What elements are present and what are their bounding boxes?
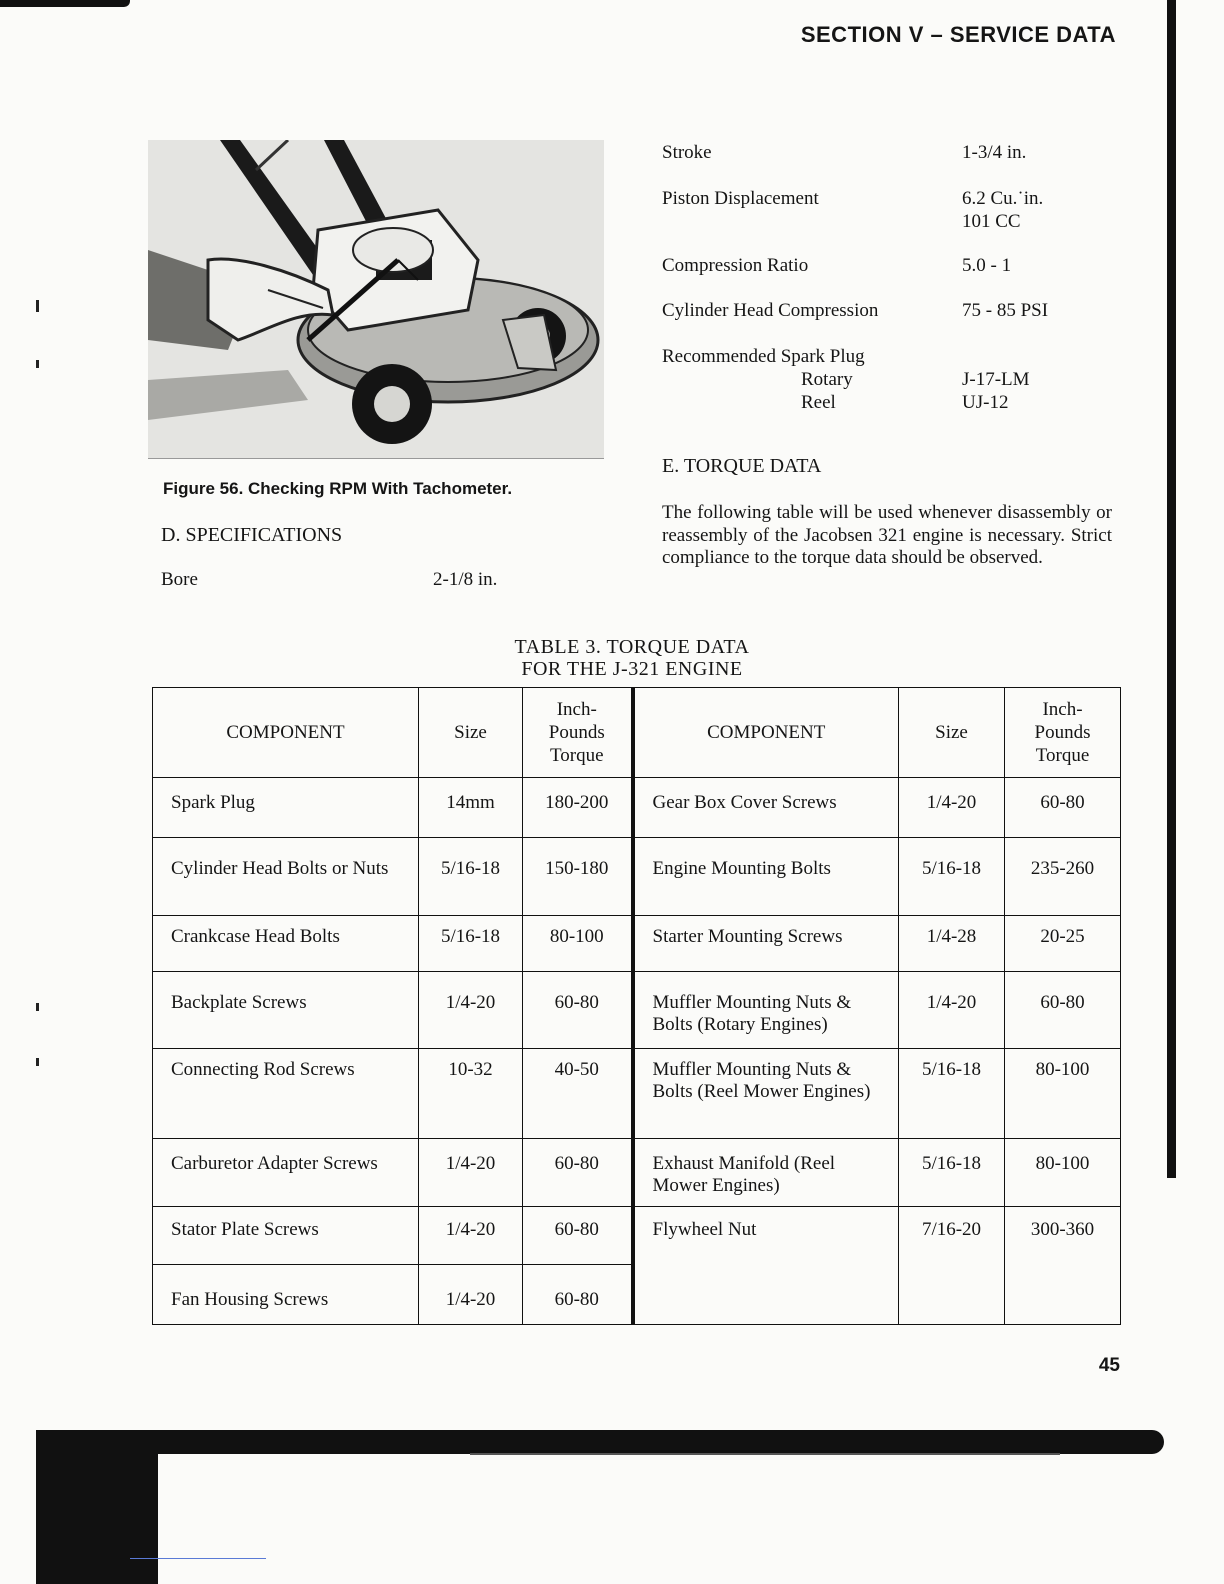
right-torque: 80-100	[1005, 1139, 1121, 1207]
section-header: SECTION V – SERVICE DATA	[800, 22, 1116, 47]
table-title	[0, 636, 1224, 680]
right-component: Starter Mounting Screws	[633, 916, 899, 972]
compression-ratio-value: 5.0 - 1	[962, 255, 1012, 276]
header-torque-line2: Pounds	[1034, 722, 1091, 743]
scan-speck	[36, 1003, 39, 1011]
bore-value: 2-1/8 in.	[433, 569, 498, 590]
table-row	[153, 972, 1121, 1049]
specifications-heading: D. SPECIFICATIONS	[161, 524, 343, 546]
left-size: 1/4-20	[419, 1207, 523, 1265]
left-component: Backplate Screws	[153, 972, 419, 1049]
left-component: Connecting Rod Screws	[153, 1049, 419, 1139]
left-torque: 40-50	[523, 1049, 633, 1139]
scan-bottom-bar	[36, 1430, 1164, 1454]
displacement-value: 6.2 Cu.˙in.	[962, 188, 1044, 209]
table-title-line1: TABLE 3. TORQUE DATA	[514, 636, 750, 658]
bore-label: Bore	[161, 569, 198, 590]
lawn-mower-tachometer-illustration	[148, 140, 604, 458]
header-size-right: Size	[899, 688, 1005, 778]
right-component: Gear Box Cover Screws	[633, 778, 899, 838]
header-torque-line2: Pounds	[548, 722, 605, 743]
left-size: 1/4-20	[419, 972, 523, 1049]
table-row	[153, 838, 1121, 916]
header-torque-line1: Inch-	[556, 699, 597, 720]
reel-label: Reel	[801, 392, 836, 413]
header-torque-line1: Inch-	[1042, 699, 1083, 720]
table-row	[153, 1049, 1121, 1139]
table-title-line2: FOR THE J-321 ENGINE	[521, 658, 743, 680]
left-torque: 60-80	[523, 1207, 633, 1265]
right-size: 1/4-20	[899, 972, 1005, 1049]
right-torque: 60-80	[1005, 972, 1121, 1049]
scan-edge-mark	[0, 0, 130, 7]
table-header-row	[153, 688, 1121, 778]
right-component: Exhaust Manifold (Reel Mower Engines)	[633, 1139, 899, 1207]
right-size: 1/4-28	[899, 916, 1005, 972]
figure-illustration	[148, 140, 604, 459]
scan-speck	[36, 360, 39, 368]
stroke-value: 1-3/4 in.	[962, 142, 1027, 163]
left-size: 5/16-18	[419, 838, 523, 916]
scan-speck	[36, 300, 39, 312]
left-component: Crankcase Head Bolts	[153, 916, 419, 972]
page-number: 45	[1098, 1355, 1120, 1376]
displacement-label: Piston Displacement	[662, 188, 819, 209]
displacement-value-cc: 101 CC	[962, 211, 1021, 232]
cylinder-head-compression-label: Cylinder Head Compression	[662, 300, 879, 321]
left-size: 14mm	[419, 778, 523, 838]
right-torque: 20-25	[1005, 916, 1121, 972]
compression-ratio-label: Compression Ratio	[662, 255, 809, 276]
header-component-right: COMPONENT	[633, 688, 899, 778]
stroke-label: Stroke	[662, 142, 712, 163]
left-size: 1/4-20	[419, 1265, 523, 1325]
left-size: 5/16-18	[419, 916, 523, 972]
header-torque-line3: Torque	[1035, 745, 1090, 766]
left-size: 1/4-20	[419, 1139, 523, 1207]
right-component: Engine Mounting Bolts	[633, 838, 899, 916]
figure-caption: Figure 56. Checking RPM With Tachometer.	[163, 479, 513, 498]
table-row	[153, 1139, 1121, 1207]
header-torque-left	[523, 688, 633, 778]
scan-bottom-line	[470, 1453, 1060, 1455]
scan-speck	[36, 1058, 39, 1066]
rotary-label: Rotary	[801, 369, 853, 390]
table-row	[153, 916, 1121, 972]
left-torque: 60-80	[523, 972, 633, 1049]
left-component: Cylinder Head Bolts or Nuts	[153, 838, 419, 916]
right-size: 1/4-20	[899, 778, 1005, 838]
rotary-value: J-17-LM	[962, 369, 1030, 390]
header-torque-line3: Torque	[549, 745, 604, 766]
table-row	[153, 1207, 1121, 1265]
right-torque: 80-100	[1005, 1049, 1121, 1139]
left-torque: 60-80	[523, 1139, 633, 1207]
header-size-left: Size	[419, 688, 523, 778]
torque-data-paragraph: The following table will be used whenever disassembly or reassembly of the Jacobsen 321 engine is necessary. Strict compliance to the torque data should be observed.	[662, 502, 1112, 568]
right-size: 5/16-18	[899, 1139, 1005, 1207]
left-size: 10-32	[419, 1049, 523, 1139]
right-component: Muffler Mounting Nuts & Bolts (Rotary Engines)	[633, 972, 899, 1049]
right-size: 7/16-20	[899, 1207, 1005, 1325]
right-size: 5/16-18	[899, 838, 1005, 916]
cylinder-head-compression-value: 75 - 85 PSI	[962, 300, 1049, 321]
left-torque: 180-200	[523, 778, 633, 838]
right-torque: 235-260	[1005, 838, 1121, 916]
table-row	[153, 778, 1121, 838]
left-component: Stator Plate Screws	[153, 1207, 419, 1265]
right-torque: 300-360	[1005, 1207, 1121, 1325]
left-component: Fan Housing Screws	[153, 1265, 419, 1325]
left-component: Spark Plug	[153, 778, 419, 838]
reel-value: UJ-12	[962, 392, 1009, 413]
torque-data-heading: E. TORQUE DATA	[662, 455, 822, 477]
left-torque: 80-100	[523, 916, 633, 972]
header-torque-right	[1005, 688, 1121, 778]
right-component: Muffler Mounting Nuts & Bolts (Reel Mower Engines)	[633, 1049, 899, 1139]
spark-plug-label: Recommended Spark Plug	[662, 346, 865, 367]
scan-bottom-block	[36, 1430, 158, 1584]
right-component: Flywheel Nut	[633, 1207, 899, 1325]
torque-table	[152, 687, 1121, 1325]
left-torque: 60-80	[523, 1265, 633, 1325]
header-component-left: COMPONENT	[153, 688, 419, 778]
scan-binding-edge	[1167, 0, 1176, 1178]
right-torque: 60-80	[1005, 778, 1121, 838]
scan-blue-line	[130, 1558, 266, 1559]
left-torque: 150-180	[523, 838, 633, 916]
left-component: Carburetor Adapter Screws	[153, 1139, 419, 1207]
right-size: 5/16-18	[899, 1049, 1005, 1139]
